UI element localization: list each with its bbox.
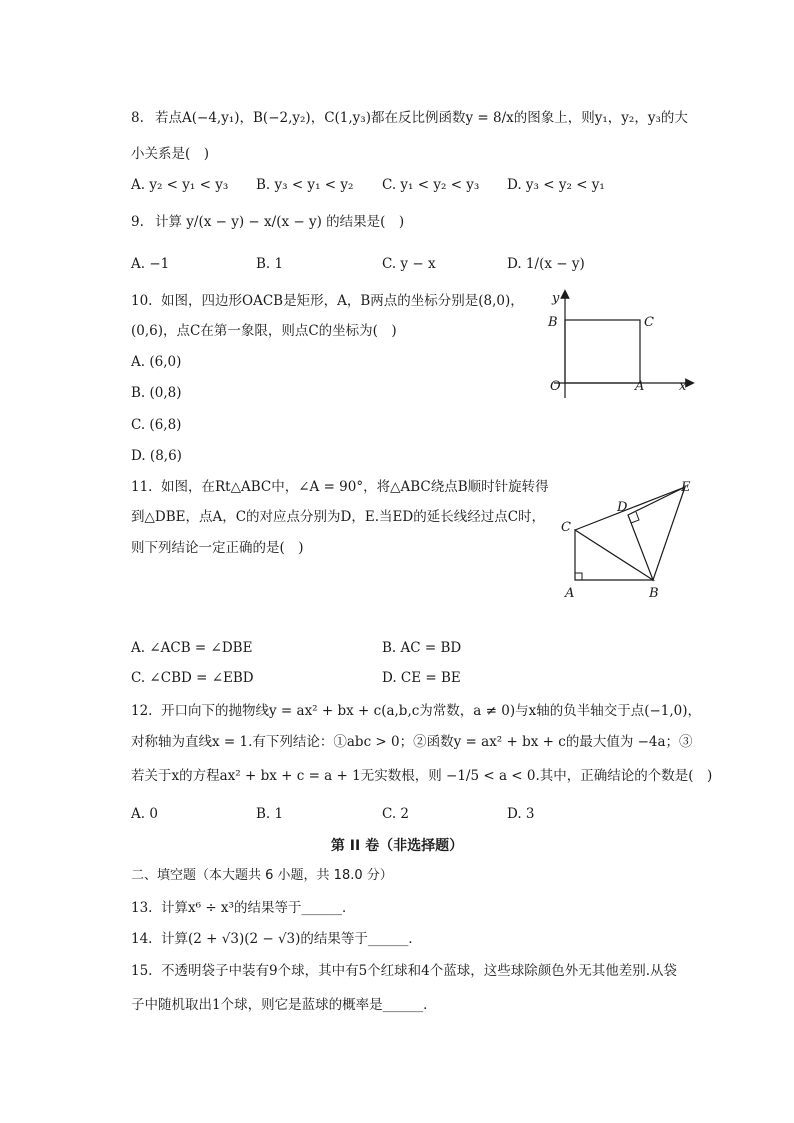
question-stem-line: 计算 y/(x − y) − x/(x − y) 的结果是( ): [155, 214, 405, 230]
option-b[interactable]: B. y₃ < y₁ < y₂: [256, 177, 354, 193]
option-c[interactable]: C. y − x: [382, 256, 436, 272]
question-stem-line: 如图，四边形OACB是矩形，A，B两点的坐标分别是(8,0)，: [161, 293, 524, 309]
question-stem-line: 对称轴为直线x = 1.有下列结论：①abc > 0；②函数y = ax² + bx + c的最大值为 −4a；③: [131, 734, 693, 750]
triangle-dbe: [628, 487, 685, 580]
option-a[interactable]: A. (6,0): [131, 354, 182, 370]
right-angle-a: [575, 573, 582, 580]
question-number: 10.: [131, 293, 153, 309]
question-number: 12.: [131, 703, 153, 719]
question-stem-line: 到△DBE，点A，C的对应点分别为D，E.当ED的延长线经过点C时，: [131, 509, 546, 525]
question-stem-line: 若点A(−4,y₁)，B(−2,y₂)，C(1,y₃)都在反比例函数y = 8/x的图象上，则y₁，y₂，y₃的大: [155, 110, 688, 126]
option-a[interactable]: A. 0: [131, 806, 158, 822]
section-header: 二、填空题（本大题共 6 小题，共 18.0 分）: [131, 868, 393, 883]
question-stem-line: 若关于x的方程ax² + bx + c = a + 1无实数根，则 −1/5 < a < 0.其中，正确结论的个数是( ): [131, 768, 713, 784]
question-stem-line: 小关系是( ): [131, 146, 210, 162]
question-stem-line: 如图，在Rt△ABC中，∠A = 90°，将△ABC绕点B顺时针旋转得: [161, 479, 549, 495]
label-x: x: [679, 379, 687, 394]
label-a: A: [635, 379, 645, 394]
option-c[interactable]: C. y₁ < y₂ < y₃: [382, 177, 480, 193]
question-number: 15.: [131, 963, 153, 979]
question-stem-line: 不透明袋子中装有9个球，其中有5个红球和4个蓝球，这些球除颜色外无其他差别.从袋: [161, 963, 678, 979]
question-stem-line: 计算(2 + √3)(2 − √3)的结果等于______．: [161, 931, 422, 947]
option-a[interactable]: A. −1: [131, 256, 170, 272]
option-c[interactable]: C. ∠CBD = ∠EBD: [131, 670, 254, 686]
option-b[interactable]: B. 1: [256, 256, 284, 272]
question-number: 13.: [131, 900, 153, 916]
question-stem-line: 子中随机取出1个球，则它是蓝球的概率是______．: [131, 997, 437, 1013]
question-number: 14.: [131, 931, 153, 947]
rectangle-oacb: [565, 320, 640, 383]
option-c[interactable]: C. 2: [382, 806, 410, 822]
label-d: D: [617, 500, 628, 515]
triangle-abc: [575, 530, 653, 580]
option-b[interactable]: B. 1: [256, 806, 284, 822]
label-b: B: [548, 315, 558, 330]
rotation-triangle-figure: [555, 475, 705, 605]
option-a[interactable]: A. y₂ < y₁ < y₃: [131, 177, 229, 193]
label-c: C: [561, 520, 571, 535]
part-title: 第 II 卷（非选择题）: [330, 838, 464, 854]
label-e: E: [681, 480, 691, 495]
question-number: 11.: [131, 479, 153, 495]
question-number: 9.: [131, 214, 144, 230]
label-c: C: [644, 315, 654, 330]
option-d[interactable]: D. (8,6): [131, 448, 182, 464]
right-angle-d: [631, 512, 639, 523]
option-d[interactable]: D. 3: [507, 806, 535, 822]
option-d[interactable]: D. 1/(x − y): [507, 256, 585, 272]
option-d[interactable]: D. CE = BE: [382, 670, 461, 686]
rectangle-coordinate-figure: [540, 288, 700, 400]
option-c[interactable]: C. (6,8): [131, 417, 182, 433]
question-stem-line: 则下列结论一定正确的是( ): [131, 540, 304, 556]
line-ce: [575, 487, 685, 530]
option-b[interactable]: B. (0,8): [131, 385, 182, 401]
option-d[interactable]: D. y₃ < y₂ < y₁: [507, 177, 605, 193]
question-stem-line: 计算x⁶ ÷ x³的结果等于______．: [161, 900, 356, 916]
label-a: A: [565, 586, 575, 601]
label-o: O: [550, 379, 561, 394]
question-number: 8.: [131, 110, 144, 126]
option-b[interactable]: B. AC = BD: [382, 640, 462, 656]
label-y: y: [552, 291, 560, 306]
question-stem-line: 开口向下的抛物线y = ax² + bx + c(a,b,c为常数，a ≠ 0)与x轴的负半轴交于点(−1,0)，: [161, 703, 702, 719]
option-a[interactable]: A. ∠ACB = ∠DBE: [131, 640, 253, 656]
label-b: B: [649, 586, 659, 601]
question-stem-line: (0,6)，点C在第一象限，则点C的坐标为( ): [131, 323, 397, 339]
